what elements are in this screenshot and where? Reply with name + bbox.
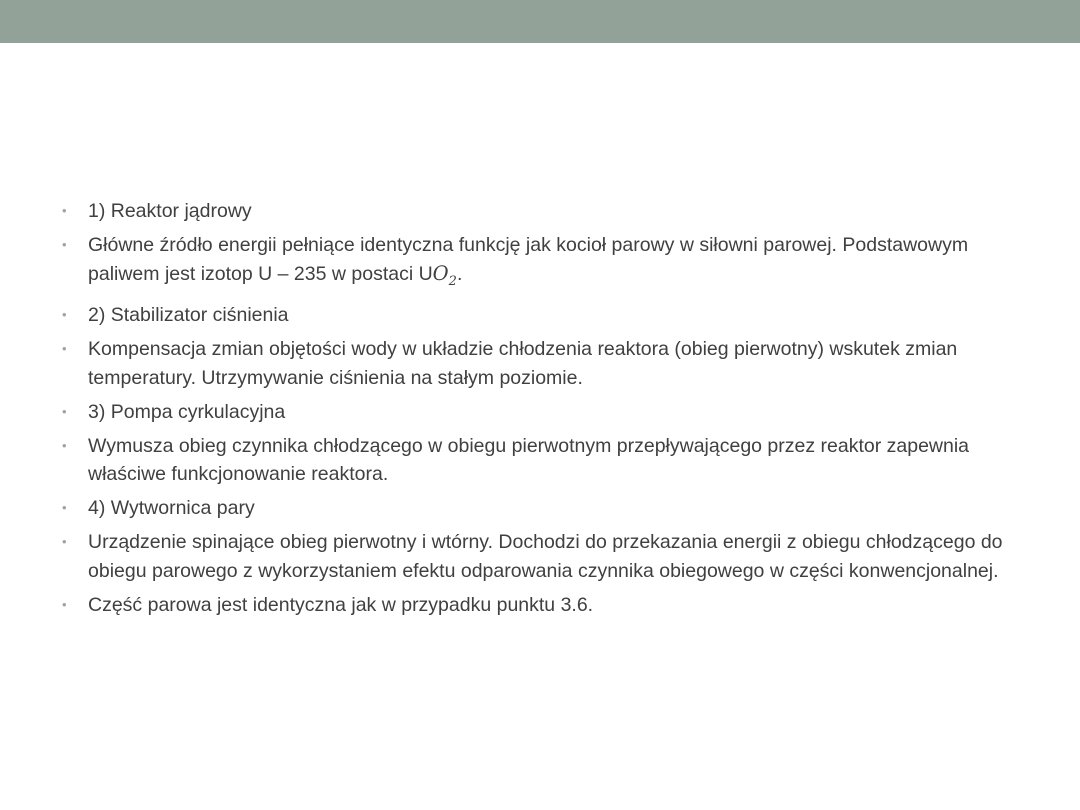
bullet-text: 2) Stabilizator ciśnienia <box>88 304 289 327</box>
bullet-text: Kompensacja zmian objętości wody w układzie chłodzenia reaktora (obieg pierwotny) wskutek zmian temperatury. Utrzymywanie ciśnienia na stałym poziomie. <box>88 338 958 389</box>
bullet-dot-icon: • <box>62 534 67 550</box>
formula-uo2 <box>432 261 457 289</box>
bullet-dot-icon: • <box>62 341 67 357</box>
bullet-item <box>62 231 1022 296</box>
bullet-text: Część parowa jest identyczna jak w przypadku punktu 3.6. <box>88 593 594 616</box>
bullet-list <box>62 197 1022 619</box>
formula-base: O <box>432 261 449 285</box>
bullet-item <box>62 494 1022 523</box>
bullet-item <box>62 528 1022 585</box>
bullet-dot-icon: • <box>62 437 67 453</box>
slide-content <box>62 197 1022 625</box>
bullet-text: Główne źródło energii pełniące identyczna funkcję jak kocioł parowy w siłowni parowej. Podstawowym paliwem jest izotop U – 235 w postaci U <box>88 234 969 285</box>
bullet-text: Urządzenie spinające obieg pierwotny i wtórny. Dochodzi do przekazania energii z obiegu chłodzącego do obiegu parowego z wykorzystaniem efektu odparowania czynnika obiegowego w części konwencjonalnej. <box>88 531 1003 582</box>
bullet-text: 1) Reaktor jądrowy <box>88 200 252 222</box>
bullet-item <box>62 301 1022 330</box>
bullet-dot-icon: • <box>62 500 67 516</box>
bullet-text: 3) Pompa cyrkulacyjna <box>88 400 286 423</box>
bullet-dot-icon: • <box>62 307 67 323</box>
bullet-text-tail: . <box>456 262 463 285</box>
bullet-dot-icon: • <box>62 203 67 218</box>
bullet-item <box>62 398 1022 427</box>
bullet-text: 4) Wytwornica pary <box>88 497 255 520</box>
bullet-item <box>62 591 1022 620</box>
slide-header-bar <box>0 0 1080 43</box>
bullet-dot-icon: • <box>62 403 67 419</box>
bullet-item <box>62 335 1022 392</box>
bullet-dot-icon: • <box>62 237 67 252</box>
formula-subscript: 2 <box>448 273 457 289</box>
bullet-item <box>62 432 1022 489</box>
bullet-text: Wymusza obieg czynnika chłodzącego w obiegu pierwotnym przepływającego przez reaktor zapewnia właściwe funkcjonowanie reaktora. <box>88 434 970 486</box>
bullet-item <box>62 197 1022 226</box>
bullet-dot-icon: • <box>62 596 67 612</box>
